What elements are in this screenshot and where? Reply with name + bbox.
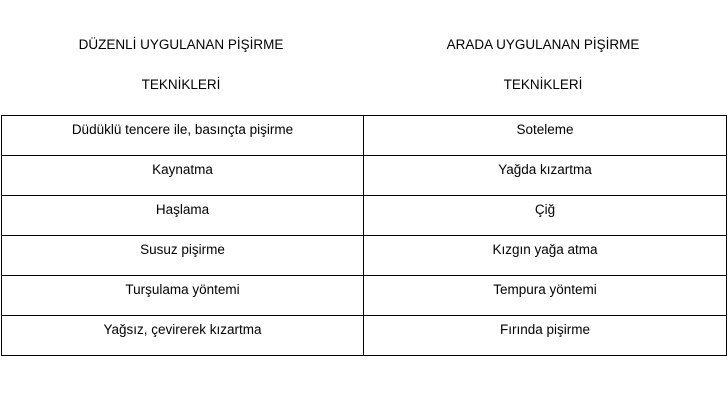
cell-text: Turşulama yöntemi — [125, 282, 240, 297]
table-cell-left — [2, 156, 364, 196]
table-cell-right — [364, 236, 727, 276]
left-header-line1: DÜZENLİ UYGULANAN PİŞİRME — [78, 37, 284, 52]
table-row — [2, 316, 727, 356]
cell-text: Tempura yöntemi — [493, 282, 597, 297]
table-cell-right — [364, 276, 727, 316]
cell-text: Düdüklü tencere ile, basınçta pişirme — [71, 122, 294, 137]
table-cell-left — [2, 276, 364, 316]
cooking-techniques-table — [1, 115, 727, 356]
table-cell-left — [2, 236, 364, 276]
table-cell-left — [2, 316, 364, 356]
cell-text: Haşlama — [155, 202, 210, 217]
table-row — [2, 276, 727, 316]
table-cell-right — [364, 156, 727, 196]
cell-text: Soteleme — [516, 122, 574, 137]
right-header-line1: ARADA UYGULANAN PİŞİRME — [446, 37, 640, 52]
table-row — [2, 196, 727, 236]
table-row — [2, 236, 727, 276]
right-header-line2: TEKNİKLERİ — [503, 77, 583, 92]
cell-text: Fırında pişirme — [499, 322, 591, 337]
cell-text: Yağda kızartma — [498, 162, 592, 177]
cell-text: Çiğ — [534, 202, 556, 217]
table-row — [2, 116, 727, 156]
table-row — [2, 156, 727, 196]
cell-text: Yağsız, çevirerek kızartma — [103, 322, 262, 337]
cell-text: Susuz pişirme — [140, 242, 225, 257]
table-cell-left — [2, 116, 364, 156]
left-column-header — [0, 35, 362, 95]
left-header-line2: TEKNİKLERİ — [141, 77, 221, 92]
right-column-header — [362, 35, 724, 95]
cell-text: Kızgın yağa atma — [492, 242, 598, 257]
table-cell-left — [2, 196, 364, 236]
table-cell-right — [364, 316, 727, 356]
cell-text: Kaynatma — [152, 162, 213, 177]
table-cell-right — [364, 196, 727, 236]
table-cell-right — [364, 116, 727, 156]
